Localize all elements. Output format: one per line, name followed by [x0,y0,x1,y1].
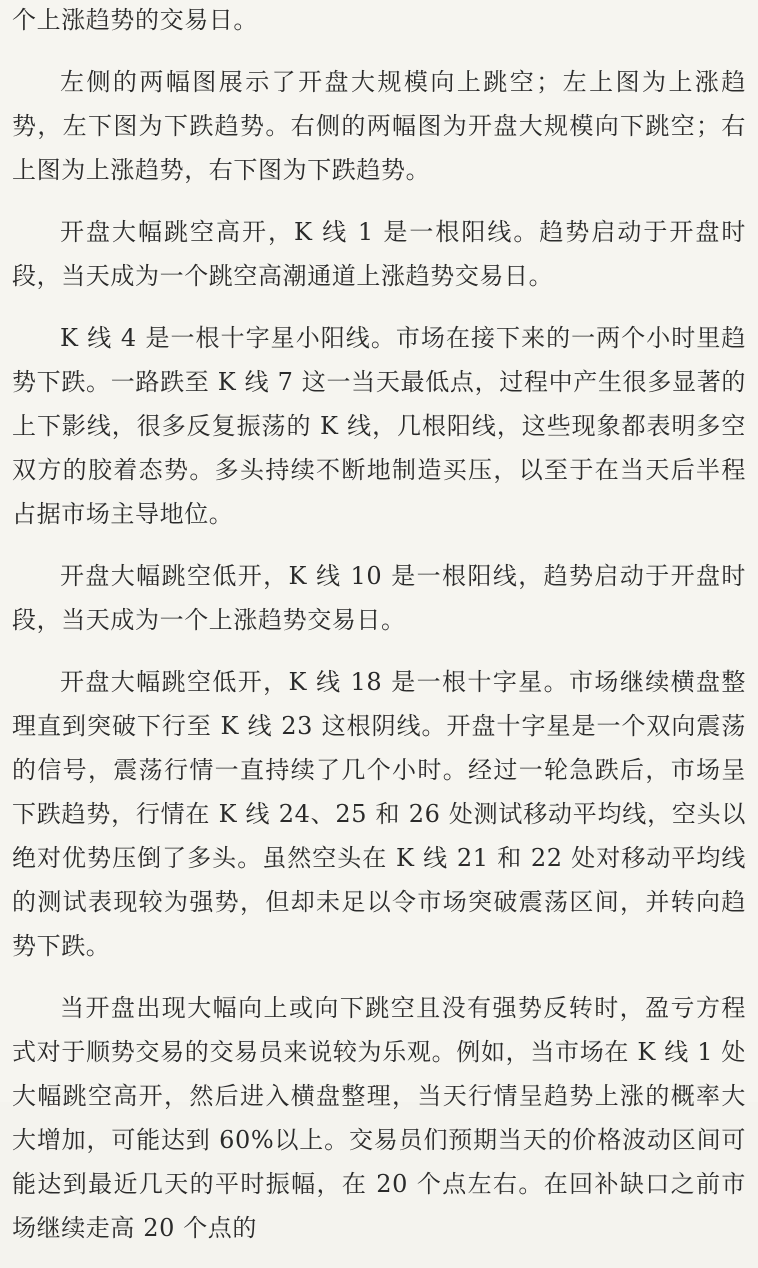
document-body [12,0,746,1268]
paragraph-6: 开盘大幅跳空低开，K 线 18 是一根十字星。市场继续横盘整理直到突破下行至 K 线 23 这根阴线。开盘十字星是一个双向震荡的信号，震荡行情一直持续了几个小时。经过一轮急跌后，市场呈下跌趋势，行情在 K 线 24、25 和 26 处测试移动平均线，空头以绝对优势压倒了多头。虽然空头在 K 线 21 和 22 处对移动平均线的测试表现较为强势，但却未足以令市场突破震荡区间，并转向趋势下跌。 [12,668,746,960]
paragraph-7: 当开盘出现大幅向上或向下跳空且没有强势反转时，盈亏方程式对于顺势交易的交易员来说较为乐观。例如，当市场在 K 线 1 处大幅跳空高开，然后进入横盘整理，当天行情呈趋势上涨的概率大大增加，可能达到 60%以上。交易员们预期当天的价格波动区间可能达到最近几天的平时振幅，在 20 个点左右。在回补缺口之前市场继续走高 20 个点的 [12,994,746,1242]
paragraph-1: 个上涨趋势的交易日。 [12,6,258,34]
paragraph-5: 开盘大幅跳空低开，K 线 10 是一根阳线，趋势启动于开盘时段，当天成为一个上涨趋势交易日。 [12,562,746,634]
paragraph-3: 开盘大幅跳空高开，K 线 1 是一根阳线。趋势启动于开盘时段，当天成为一个跳空高潮通道上涨趋势交易日。 [12,218,746,290]
paragraph-4: K 线 4 是一根十字星小阳线。市场在接下来的一两个小时里趋势下跌。一路跌至 K 线 7 这一当天最低点，过程中产生很多显著的上下影线，很多反复振荡的 K 线，几根阳线，这些现象都表明多空双方的胶着态势。多头持续不断地制造买压，以至于在当天后半程占据市场主导地位。 [12,324,746,528]
paragraph-2: 左侧的两幅图展示了开盘大规模向上跳空；左上图为上涨趋势，左下图为下跌趋势。右侧的两幅图为开盘大规模向下跳空；右上图为上涨趋势，右下图为下跌趋势。 [12,68,746,184]
